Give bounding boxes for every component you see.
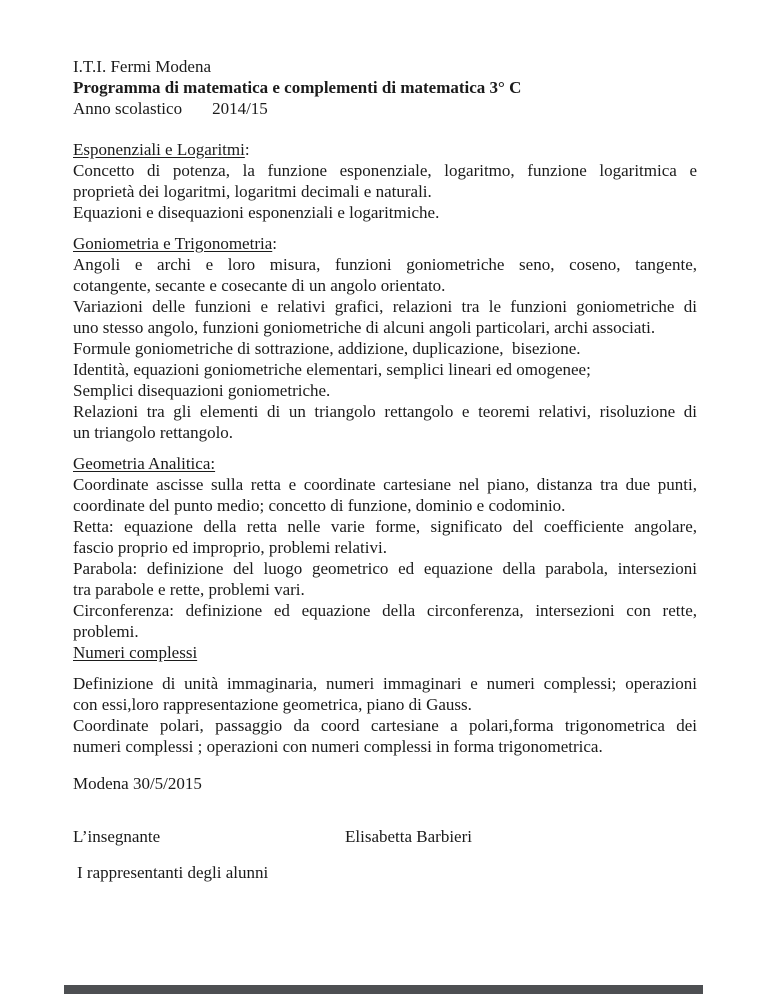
teacher-name: Elisabetta Barbieri [345, 827, 472, 846]
school-year-label: Anno scolastico [73, 99, 183, 118]
next-page-edge [64, 985, 703, 994]
paragraph-line: Parabola: definizione del luogo geometrico ed equazione della parabola, intersezioni [73, 559, 697, 578]
document-title: Programma di matematica e complementi di matematica 3° C [73, 78, 522, 97]
signature-row [73, 826, 697, 847]
paragraph-line: Identità, equazioni goniometriche elementari, semplici lineari ed omogenee; [73, 360, 591, 379]
paragraph-line: con essi,loro rappresentazione geometrica, piano di Gauss. [73, 695, 472, 714]
section-heading [73, 642, 697, 663]
paragraph-line: Retta: equazione della retta nelle varie forme, significato del coefficiente angolare, [73, 517, 697, 536]
blank-line [73, 443, 697, 453]
students-line: I rappresentanti degli alunni [77, 863, 269, 882]
paragraph-line: fascio proprio ed improprio, problemi relativi. [73, 538, 387, 557]
section-heading [73, 453, 697, 474]
paragraph-line: Variazioni delle funzioni e relativi grafici, relazioni tra le funzioni goniometriche di [73, 297, 697, 316]
document-page [73, 56, 697, 883]
paragraph-line: Formule goniometriche di sottrazione, addizione, duplicazione, bisezione. [73, 339, 581, 358]
paragraph-line: cotangente, secante e cosecante di un angolo orientato. [73, 276, 446, 295]
paragraph-line: problemi. [73, 622, 139, 641]
date-line: Modena 30/5/2015 [73, 774, 202, 793]
paragraph-line: Angoli e archi e loro misura, funzioni goniometriche seno, coseno, tangente, [73, 255, 697, 274]
paragraph-line: Equazioni e disequazioni esponenziali e logaritmiche. [73, 203, 440, 222]
paragraph-line: tra parabole e rette, problemi vari. [73, 580, 305, 599]
blank-line [73, 757, 697, 773]
paragraph-line: uno stesso angolo, funzioni goniometriche di alcuni angoli particolari, archi associati. [73, 318, 656, 337]
school-year-value: 2014/15 [212, 99, 268, 118]
section-heading-text: Goniometria e Trigonometria [73, 234, 273, 253]
paragraph-line: numeri complessi ; operazioni con numeri complessi in forma trigonometrica. [73, 737, 603, 756]
paragraph-line: proprietà dei logaritmi, logaritmi decimali e naturali. [73, 182, 432, 201]
blank-line [73, 223, 697, 233]
paragraph-line: un triangolo rettangolo. [73, 423, 234, 442]
blank-line [73, 794, 697, 826]
section-heading-text: Numeri complessi [73, 643, 198, 662]
school-year-line [73, 98, 697, 119]
paragraph-line: Definizione di unità immaginaria, numeri immaginari e numeri complessi; operazioni [73, 674, 697, 693]
paragraph-line: Relazioni tra gli elementi di un triangolo rettangolo e teoremi relativi, risoluzione di [73, 402, 697, 421]
paragraph-line: Concetto di potenza, la funzione esponenziale, logaritmo, funzione logaritmica e [73, 161, 697, 180]
teacher-label: L’insegnante [73, 827, 161, 846]
section-heading [73, 139, 697, 160]
paragraph-line: Coordinate ascisse sulla retta e coordinate cartesiane nel piano, distanza tra due punti, [73, 475, 697, 494]
section-heading-suffix: : [244, 140, 250, 159]
blank-line [73, 847, 697, 862]
paragraph-line: Circonferenza: definizione ed equazione della circonferenza, intersezioni con rette, [73, 601, 697, 620]
section-heading-suffix: : [272, 234, 277, 253]
sections-container [73, 119, 697, 757]
blank-line [73, 663, 697, 673]
paragraph-line: coordinate del punto medio; concetto di funzione, dominio e codominio. [73, 496, 566, 515]
section-heading [73, 233, 697, 254]
blank-line [73, 119, 697, 139]
paragraph-line: Semplici disequazioni goniometriche. [73, 381, 331, 400]
institution-line: I.T.I. Fermi Modena [73, 57, 212, 76]
section-heading-text: Geometria Analitica: [73, 454, 216, 473]
paragraph-line: Coordinate polari, passaggio da coord cartesiane a polari,forma trigonometrica dei [73, 716, 697, 735]
section-heading-text: Esponenziali e Logaritmi [73, 140, 245, 159]
